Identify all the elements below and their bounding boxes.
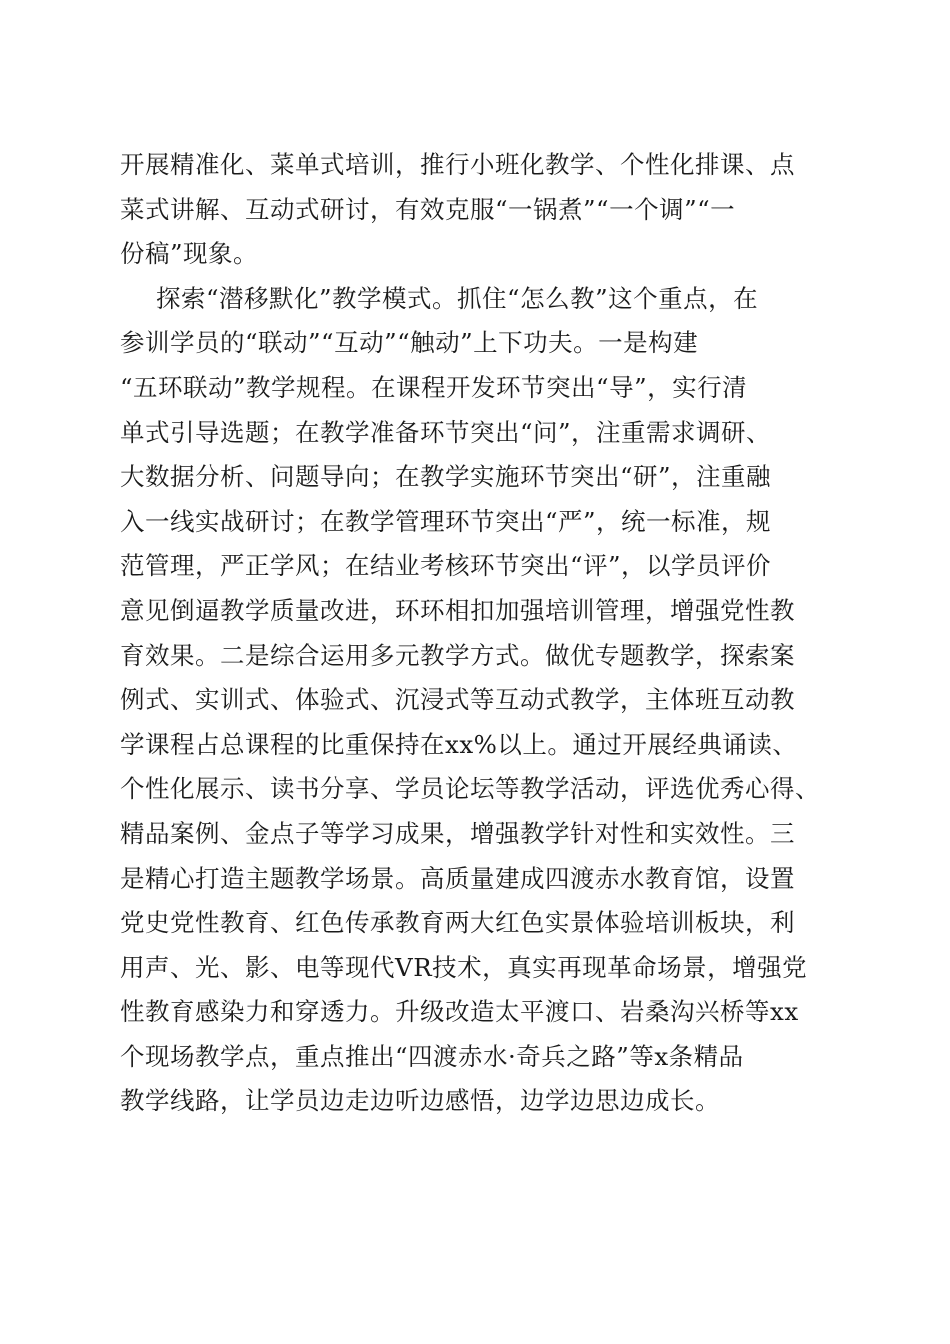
text-line: 精品案例、金点子等学习成果，增强教学针对性和实效性。三 — [120, 818, 795, 848]
text-line: 用声、光、影、电等现代VR技术，真实再现革命场景，增强党 — [120, 952, 808, 982]
text-line: 育效果。二是综合运用多元教学方式。做优专题教学，探索案 — [120, 640, 795, 670]
text-line: 参训学员的“联动”“互动”“触动”上下功夫。一是构建 — [120, 328, 699, 358]
body-text — [120, 143, 832, 1124]
text-line: 份稿”现象。 — [120, 239, 259, 269]
text-line: 党史党性教育、红色传承教育两大红色实景体验培训板块，利 — [120, 908, 795, 938]
text-line: 菜式讲解、互动式研讨，有效克服“一锅煮”“一个调”“一 — [120, 194, 736, 224]
text-line: 教学线路，让学员边走边听边感悟，边学边思边成长。 — [120, 1086, 720, 1116]
text-line: 是精心打造主题教学场景。高质量建成四渡赤水教育馆，设置 — [120, 863, 795, 893]
paragraph-first-line: 探索“潜移默化”教学模式。抓住“怎么教”这个重点，在 — [156, 283, 759, 313]
text-line: 性教育感染力和穿透力。升级改造太平渡口、岩桑沟兴桥等xx — [120, 997, 799, 1027]
text-line: 范管理，严正学风；在结业考核环节突出“评”，以学员评价 — [120, 551, 772, 581]
text-line: “五环联动”教学规程。在课程开发环节突出“导”，实行清 — [120, 372, 748, 402]
text-line: 例式、实训式、体验式、沉浸式等互动式教学，主体班互动教 — [120, 685, 795, 715]
text-line: 个现场教学点，重点推出“四渡赤水·奇兵之路”等x条精品 — [120, 1041, 744, 1071]
text-line: 个性化展示、读书分享、学员论坛等教学活动，评选优秀心得、 — [120, 774, 820, 804]
text-line: 学课程占总课程的比重保持在xx%以上。通过开展经典诵读、 — [120, 729, 798, 759]
text-line: 入一线实战研讨；在教学管理环节突出“严”，统一标准，规 — [120, 506, 772, 536]
text-line: 单式引导选题；在教学准备环节突出“问”，注重需求调研、 — [120, 417, 772, 447]
text-line: 开展精准化、菜单式培训，推行小班化教学、个性化排课、点 — [120, 150, 795, 179]
text-line: 意见倒逼教学质量改进，环环相扣加强培训管理，增强党性教 — [120, 595, 795, 625]
text-line: 大数据分析、问题导向；在教学实施环节突出“研”，注重融 — [120, 462, 772, 492]
